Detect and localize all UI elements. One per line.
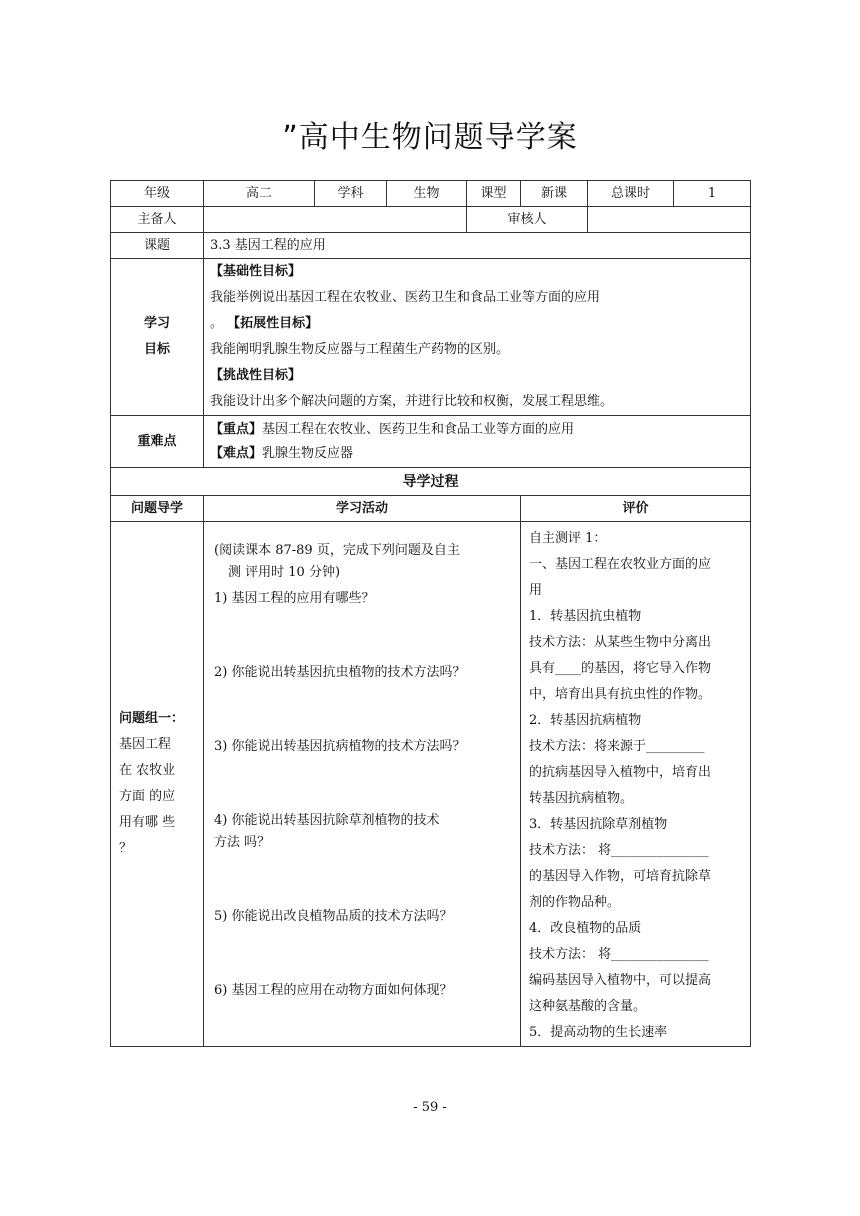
question-2: 2) 你能说出转基因抗虫植物的技术方法吗？ [214,665,466,680]
subject-label: 学科 [315,181,387,207]
evaluation-cell [521,522,751,1047]
page-title: ”高中生物问题导学案 [282,120,578,155]
type-label: 课型 [467,181,521,207]
activity-intro-2: 测 评用时 10 分钟) [228,565,341,580]
eval-line: 编码基因导入植物中，可以提高 [529,973,712,988]
eval-line: 具有____的基因，将它导入作物 [529,661,712,676]
eval-line: 一、基因工程在农牧业方面的应 [529,557,712,572]
eval-line: 技术方法： 将_______________ [529,843,709,858]
eval-line: 4．改良植物的品质 [529,921,642,936]
eval-line: 技术方法：从某些生物中分离出 [529,635,712,650]
eval-line: 的基因导入作物，可培育抗除草 [529,869,712,884]
activity-cell [204,522,521,1047]
process-section-title: 导学过程 [111,468,751,496]
reviewer-value [588,207,751,233]
key-content [204,416,751,468]
question-5: 5) 你能说出改良植物品质的技术方法吗？ [214,909,453,924]
question-3: 3) 你能说出转基因抗病植物的技术方法吗？ [214,739,466,754]
topic-value: 3.3 基因工程的应用 [204,233,751,259]
eval-line: 技术方法： 将_______________ [529,947,709,962]
col-question-header: 问题导学 [111,496,204,522]
preparer-label: 主备人 [111,207,204,233]
goals-label [111,259,204,416]
grade-label: 年级 [111,181,204,207]
difficulty-text: 乳腺生物反应器 [262,445,354,461]
goals-content [204,259,751,416]
lesson-table [110,180,751,1047]
subject-value: 生物 [387,181,467,207]
group-line: 在 农牧业 [119,763,176,778]
difficulty-title: 【难点】 [210,445,263,461]
ext-goal-prefix: 。 [210,316,224,331]
question-4-line-2: 方法 吗？ [214,835,271,850]
chal-goal-title: 【挑战性目标】 [210,368,302,383]
goals-label-line-1: 学习 [143,316,170,331]
question-group-cell [111,522,204,1047]
topic-label: 课题 [111,233,204,259]
reviewer-label: 审核人 [467,207,588,233]
chal-goal-text: 我能设计出多个解决问题的方案，并进行比较和权衡，发展工程思维。 [210,394,614,409]
basic-goal-title: 【基础性目标】 [210,264,302,279]
hours-label: 总课时 [588,181,674,207]
group-line: 方面 的应 [119,789,176,804]
question-6: 6) 基因工程的应用在动物方面如何体现？ [214,983,453,998]
eval-line: 用 [529,583,543,598]
eval-line: 转基因抗病植物。 [529,791,634,806]
eval-line: 技术方法：将来源于_________ [529,739,705,754]
goals-label-line-2: 目标 [143,342,170,357]
eval-line: 3．转基因抗除草剂植物 [529,817,668,832]
question-1: 1) 基因工程的应用有哪些？ [214,591,375,606]
eval-line: 的抗病基因导入植物中，培育出 [529,765,712,780]
eval-line: 这种氨基酸的含量。 [529,999,647,1014]
grade-value: 高二 [204,181,315,207]
eval-line: 5．提高动物的生长速率 [529,1025,668,1040]
group-line: ？ [119,841,133,856]
key-label: 重难点 [111,416,204,468]
eval-line: 自主测评 1： [529,531,607,546]
col-activity-header: 学习活动 [204,496,521,522]
ext-goal-title: 【拓展性目标】 [227,316,319,331]
group-line: 用有哪 些 [119,815,176,830]
focus-title: 【重点】 [210,421,263,437]
basic-goal-text: 我能举例说出基因工程在农牧业、医药卫生和食品工业等方面的应用 [210,290,601,305]
eval-line: 1．转基因抗虫植物 [529,609,642,624]
activity-intro-1: (阅读课本 87-89 页，完成下列问题及自主 [214,543,460,558]
type-value: 新课 [521,181,588,207]
focus-text: 基因工程在农牧业、医药卫生和食品工业等方面的应用 [262,421,575,437]
page-number: - 59 - [413,1100,447,1115]
ext-goal-text: 我能阐明乳腺生物反应器与工程菌生产药物的区别。 [210,342,510,357]
eval-line: 剂的作物品种。 [529,895,621,910]
group-line: 基因工程 [119,737,172,752]
eval-line: 2．转基因抗病植物 [529,713,642,728]
hours-value: 1 [674,181,751,207]
group-title: 问题组一： [119,711,185,726]
col-eval-header: 评价 [521,496,751,522]
question-4-line-1: 4) 你能说出转基因抗除草剂植物的技术 [214,813,440,828]
preparer-value [204,207,467,233]
eval-line: 中，培育出具有抗虫性的作物。 [529,687,712,702]
